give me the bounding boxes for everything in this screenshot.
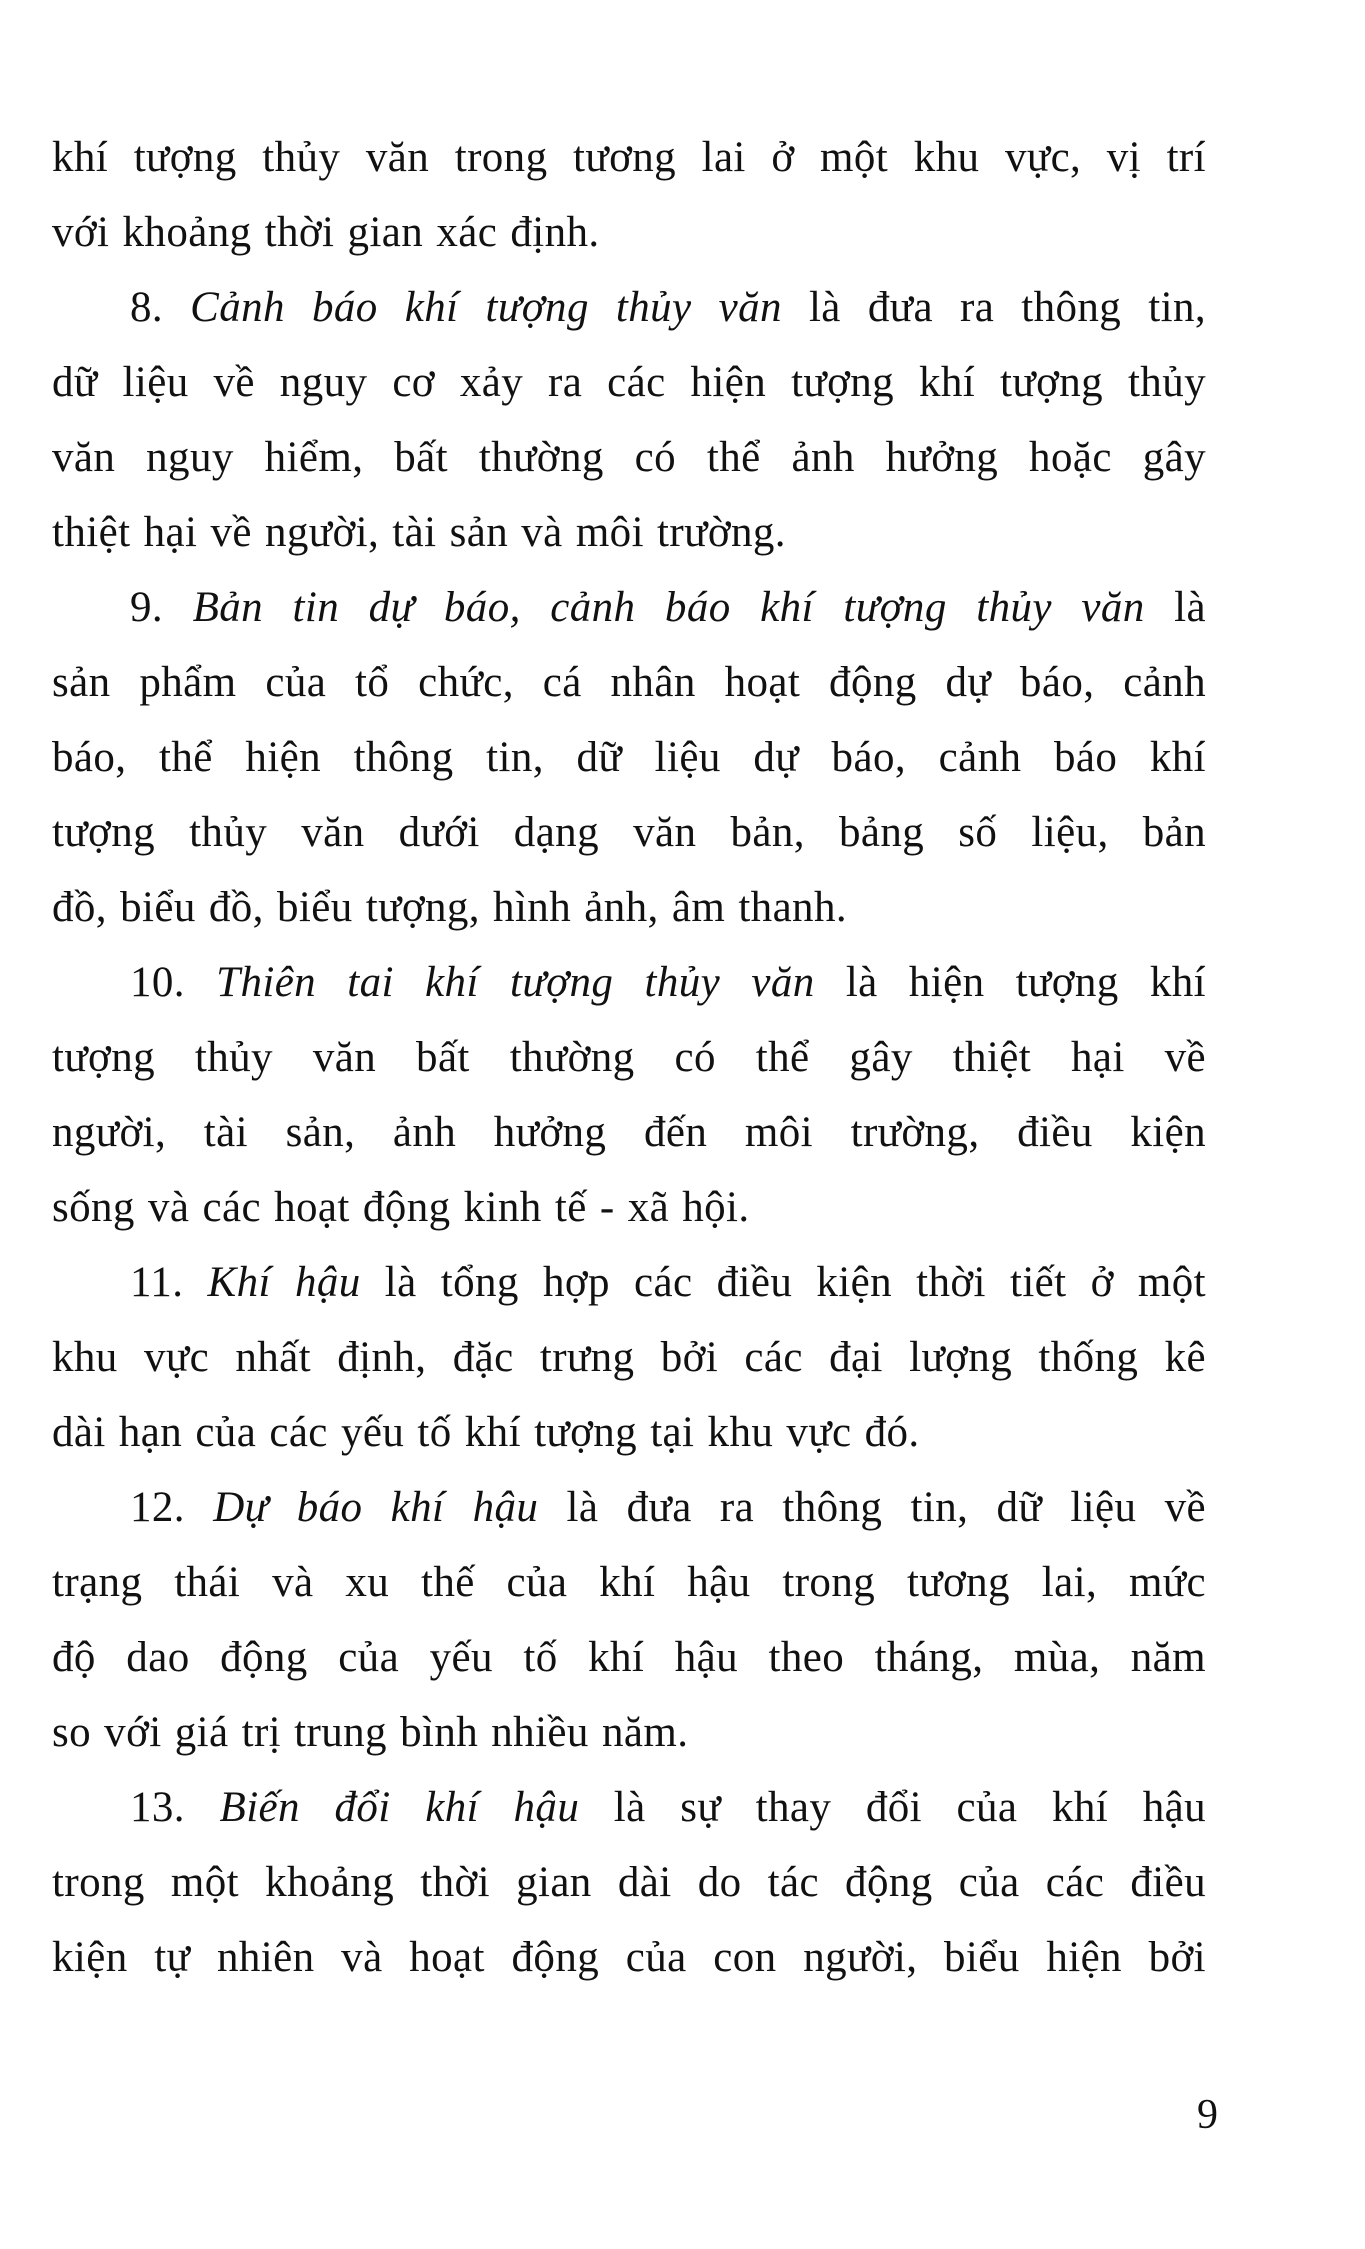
text-line: thiệt hại về người, tài sản và môi trường. <box>52 509 786 556</box>
text-line: sống và các hoạt động kinh tế - xã hội. <box>52 1184 750 1231</box>
definition-10-line: 10. Thiên tai khí tượng thủy văn là hiện tượng khí <box>130 959 1206 1006</box>
definition-12-line: 12. Dự báo khí hậu là đưa ra thông tin, dữ liệu về <box>130 1484 1207 1531</box>
term-bien-doi-khi-hau: Biến đổi khí hậu <box>219 1784 580 1831</box>
term-du-bao-khi-hau: Dự báo khí hậu <box>213 1484 539 1531</box>
text-line: người, tài sản, ảnh hưởng đến môi trường, điều kiện <box>52 1109 1206 1156</box>
text-line: báo, thể hiện thông tin, dữ liệu dự báo, cảnh báo khí <box>52 734 1206 781</box>
definition-8-line: 8. Cảnh báo khí tượng thủy văn là đưa ra thông tin, <box>130 284 1206 331</box>
definition-11-line: 11. Khí hậu là tổng hợp các điều kiện thời tiết ở một <box>130 1259 1207 1306</box>
term-ban-tin: Bản tin dự báo, cảnh báo khí tượng thủy văn <box>192 584 1145 631</box>
text-line: sản phẩm của tổ chức, cá nhân hoạt động dự báo, cảnh <box>52 659 1206 706</box>
text-line: so với giá trị trung bình nhiều năm. <box>52 1709 689 1756</box>
text-line: văn nguy hiểm, bất thường có thể ảnh hưởng hoặc gây <box>52 434 1206 481</box>
text-line: khí tượng thủy văn trong tương lai ở một khu vực, vị trí <box>52 134 1206 181</box>
body-text <box>52 120 1206 1995</box>
text-line: độ dao động của yếu tố khí hậu theo tháng, mùa, năm <box>52 1634 1206 1681</box>
text-line: tượng thủy văn bất thường có thể gây thiệt hại về <box>52 1034 1206 1081</box>
term-thien-tai: Thiên tai khí tượng thủy văn <box>216 959 815 1006</box>
text-line: kiện tự nhiên và hoạt động của con người, biểu hiện bởi <box>52 1934 1206 1981</box>
text-line: trong một khoảng thời gian dài do tác động của các điều <box>52 1859 1206 1906</box>
text-line: đồ, biểu đồ, biểu tượng, hình ảnh, âm thanh. <box>52 884 848 931</box>
text-line: khu vực nhất định, đặc trưng bởi các đại lượng thống kê <box>52 1334 1206 1381</box>
definition-9-line: 9. Bản tin dự báo, cảnh báo khí tượng thủy văn là <box>130 584 1206 631</box>
text-line: trạng thái và xu thế của khí hậu trong tương lai, mức <box>52 1559 1206 1606</box>
page-number: 9 <box>1197 2092 1218 2138</box>
text-line: tượng thủy văn dưới dạng văn bản, bảng số liệu, bản <box>52 809 1206 856</box>
term-khi-hau: Khí hậu <box>207 1259 361 1306</box>
text-line: dài hạn của các yếu tố khí tượng tại khu vực đó. <box>52 1409 920 1456</box>
text-line: dữ liệu về nguy cơ xảy ra các hiện tượng khí tượng thủy <box>52 359 1206 406</box>
definition-13-line: 13. Biến đổi khí hậu là sự thay đổi của khí hậu <box>130 1784 1206 1831</box>
text-line: với khoảng thời gian xác định. <box>52 209 600 256</box>
term-canh-bao: Cảnh báo khí tượng thủy văn <box>190 284 782 331</box>
